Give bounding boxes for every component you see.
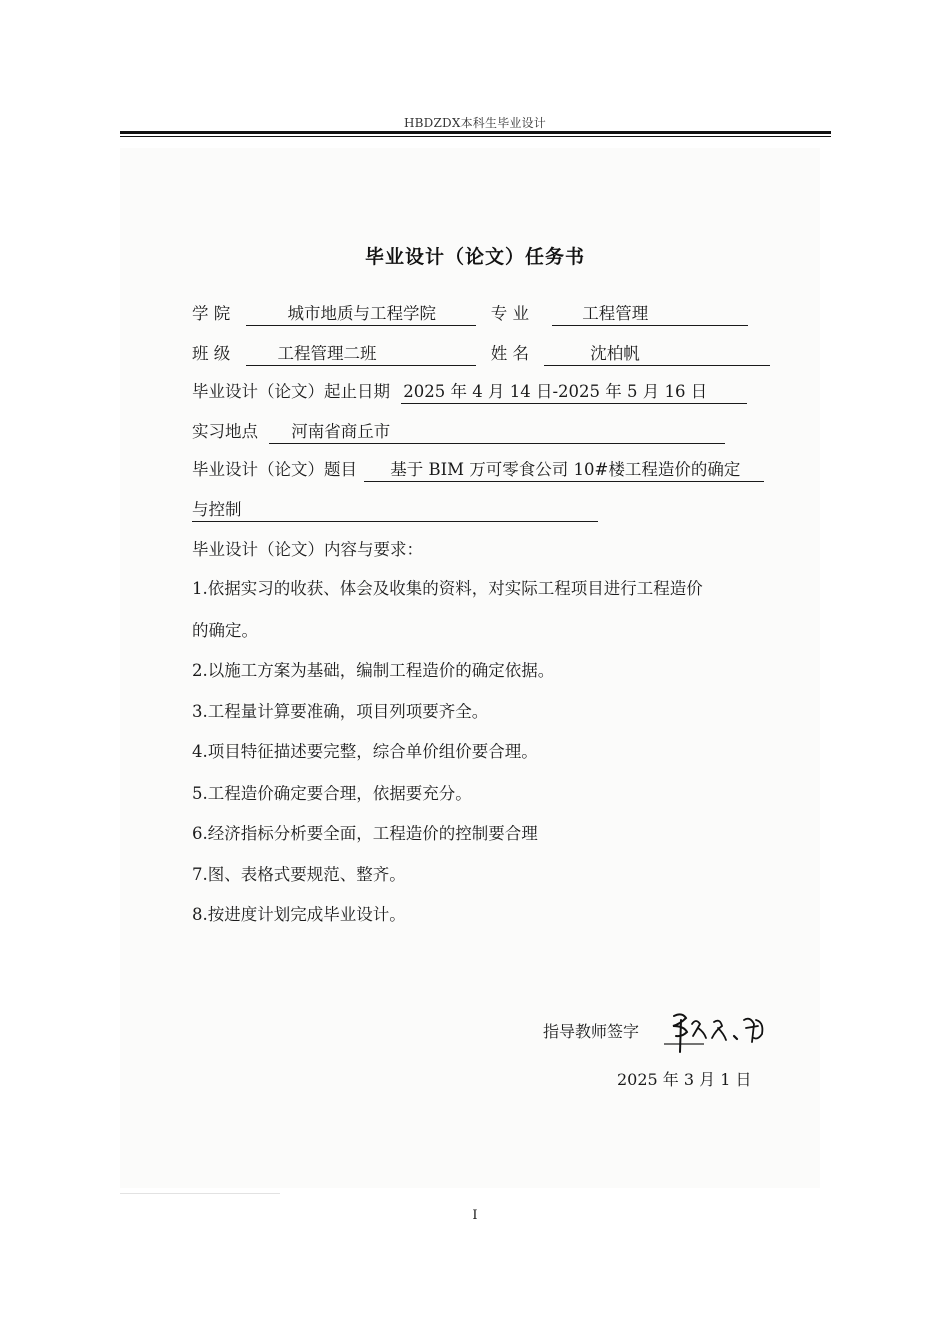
college-field: [246, 302, 476, 326]
requirement-item: 7.图、表格式要规范、整齐。: [192, 865, 406, 884]
topic-label: 毕业设计（论文）题目: [192, 460, 357, 479]
document-title: 毕业设计（论文）任务书: [364, 246, 585, 268]
requirement-item: 2.以施工方案为基础，编制工程造价的确定依据。: [192, 661, 555, 680]
requirement-item: 5.工程造价确定要合理，依据要充分。: [192, 784, 472, 803]
requirement-item: 8.按进度计划完成毕业设计。: [192, 905, 406, 924]
college-value: 城市地质与工程学院: [287, 304, 436, 323]
row-location: [192, 420, 725, 444]
location-label: 实习地点: [192, 422, 258, 441]
location-value: 河南省商丘市: [291, 422, 391, 441]
name-label: 姓 名: [490, 344, 529, 363]
requirement-item: 1.依据实习的收获、体会及收集的资料，对实际工程项目进行工程造价: [192, 579, 703, 598]
requirement-item: 的确定。: [192, 621, 258, 640]
class-value: 工程管理二班: [277, 344, 377, 363]
requirement-item: 4.项目特征描述要完整，综合单价组价要合理。: [192, 742, 538, 761]
scan-edge-line: [120, 1193, 280, 1194]
signature-date: 2025 年 3 月 1 日: [617, 1070, 752, 1089]
row-topic: [192, 458, 764, 482]
header-rule-thin: [120, 136, 831, 137]
major-field: [552, 302, 748, 326]
row-college-major: [192, 302, 748, 326]
row-dates: [192, 380, 747, 404]
signature-label: 指导教师签字: [543, 1022, 640, 1041]
topic-value-line1: 基于 BIM 万可零食公司 10#楼工程造价的确定: [390, 460, 741, 479]
row-topic-continued: [192, 498, 598, 522]
topic-value-line2: 与控制: [192, 500, 242, 519]
class-field: [246, 342, 476, 366]
class-label: 班 级: [192, 344, 231, 363]
requirements-heading: 毕业设计（论文）内容与要求：: [192, 540, 423, 559]
dates-field: [401, 380, 747, 404]
topic-field-continued: [192, 498, 598, 522]
major-label: 专 业: [490, 304, 529, 323]
header-rule-thick: [120, 131, 831, 134]
row-class-name: [192, 342, 770, 366]
name-field: [544, 342, 770, 366]
dates-label: 毕业设计（论文）起止日期: [192, 382, 390, 401]
page-header: HBDZDX本科生毕业设计: [403, 116, 546, 130]
college-label: 学 院: [192, 304, 231, 323]
requirement-item: 6.经济指标分析要全面，工程造价的控制要合理: [192, 824, 538, 843]
topic-field: [364, 458, 764, 482]
dates-value: 2025 年 4 月 14 日-2025 年 5 月 16 日: [403, 382, 708, 401]
page-number: I: [472, 1208, 478, 1223]
location-field: [269, 420, 725, 444]
name-value: 沈柏帆: [590, 344, 640, 363]
handwritten-signature: [660, 1006, 774, 1058]
major-value: 工程管理: [582, 304, 649, 323]
requirement-item: 3.工程量计算要准确，项目列项要齐全。: [192, 702, 489, 721]
